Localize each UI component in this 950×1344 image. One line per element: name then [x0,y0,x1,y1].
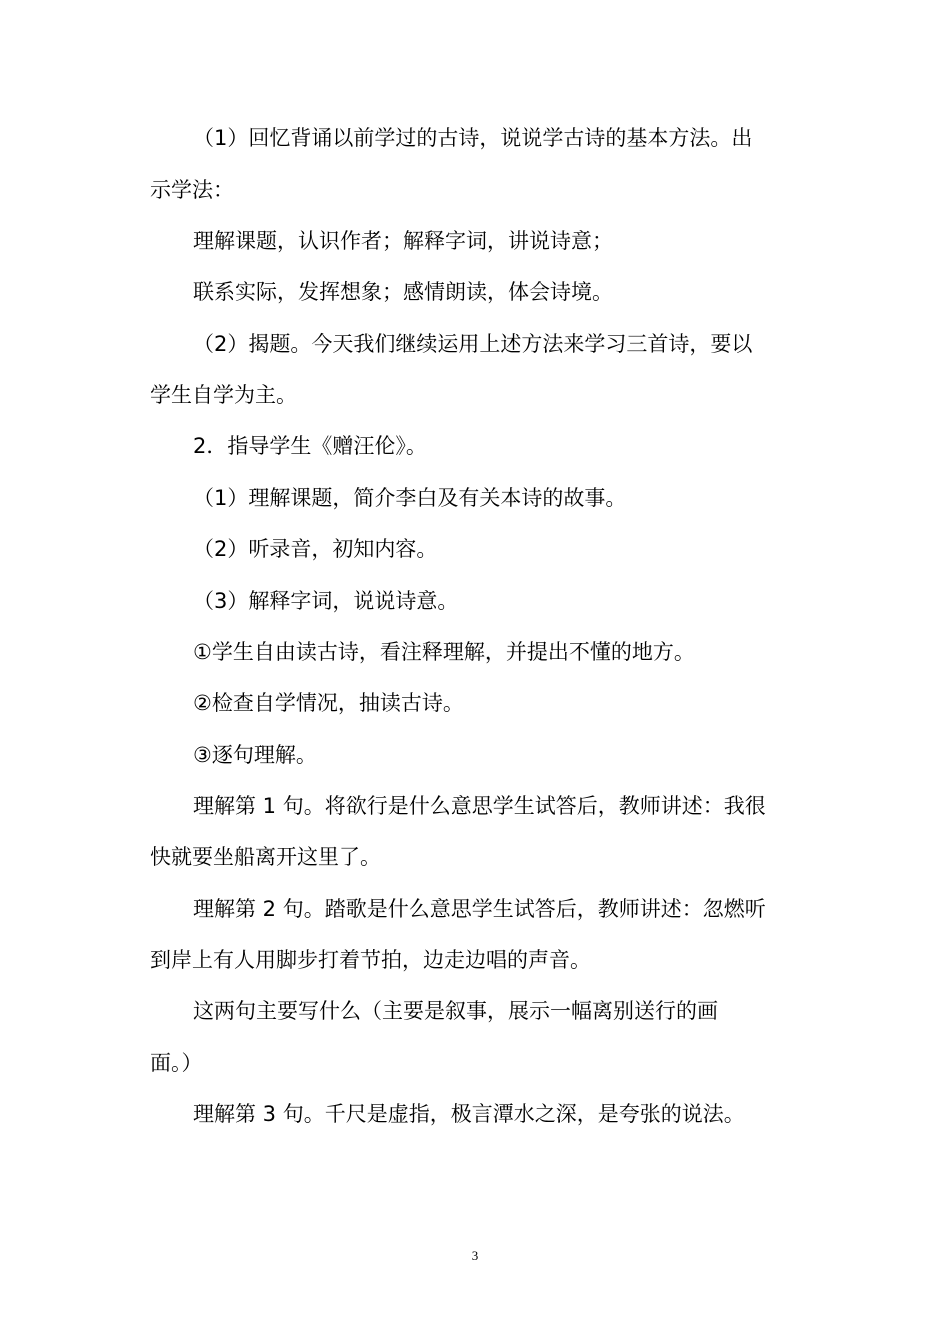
page-number: 3 [471,1248,479,1263]
paragraph-line: 理解第 1 句。将欲行是什么意思学生试答后，教师讲述：我很 [193,794,766,818]
paragraph-line: 联系实际，发挥想象；感情朗读，体会诗境。 [193,280,613,304]
paragraph-line: 理解第 3 句。千尺是虚指，极言潭水之深，是夸张的说法。 [193,1102,745,1126]
paragraph-line: 快就要坐船离开这里了。 [150,845,381,869]
paragraph-line: ③逐句理解。 [193,743,317,767]
paragraph-line: （1）理解课题，简介李白及有关本诗的故事。 [193,486,627,510]
paragraph-line: （1）回忆背诵以前学过的古诗，说说学古诗的基本方法。出 [193,126,753,150]
section-heading: 2．指导学生《赠汪伦》。 [193,434,427,458]
paragraph-line: ①学生自由读古诗，看注释理解，并提出不懂的地方。 [193,640,695,664]
paragraph-line: 面。） [150,1051,203,1075]
paragraph-line: （2）听录音，初知内容。 [193,537,438,561]
paragraph-line: ②检查自学情况，抽读古诗。 [193,691,464,715]
paragraph-line: （3）解释字词，说说诗意。 [193,589,459,613]
paragraph-line: （2）揭题。今天我们继续运用上述方法来学习三首诗，要以 [193,332,753,356]
paragraph-line: 到岸上有人用脚步打着节拍，边走边唱的声音。 [150,948,591,972]
paragraph-line: 理解第 2 句。踏歌是什么意思学生试答后，教师讲述：忽燃听 [193,897,766,921]
paragraph-line: 示学法： [150,178,234,202]
paragraph-line: 学生自学为主。 [150,383,297,407]
paragraph-line: 理解课题，认识作者；解释字词，讲说诗意； [193,229,613,253]
paragraph-line: 这两句主要写什么（主要是叙事，展示一幅离别送行的画 [193,999,718,1023]
